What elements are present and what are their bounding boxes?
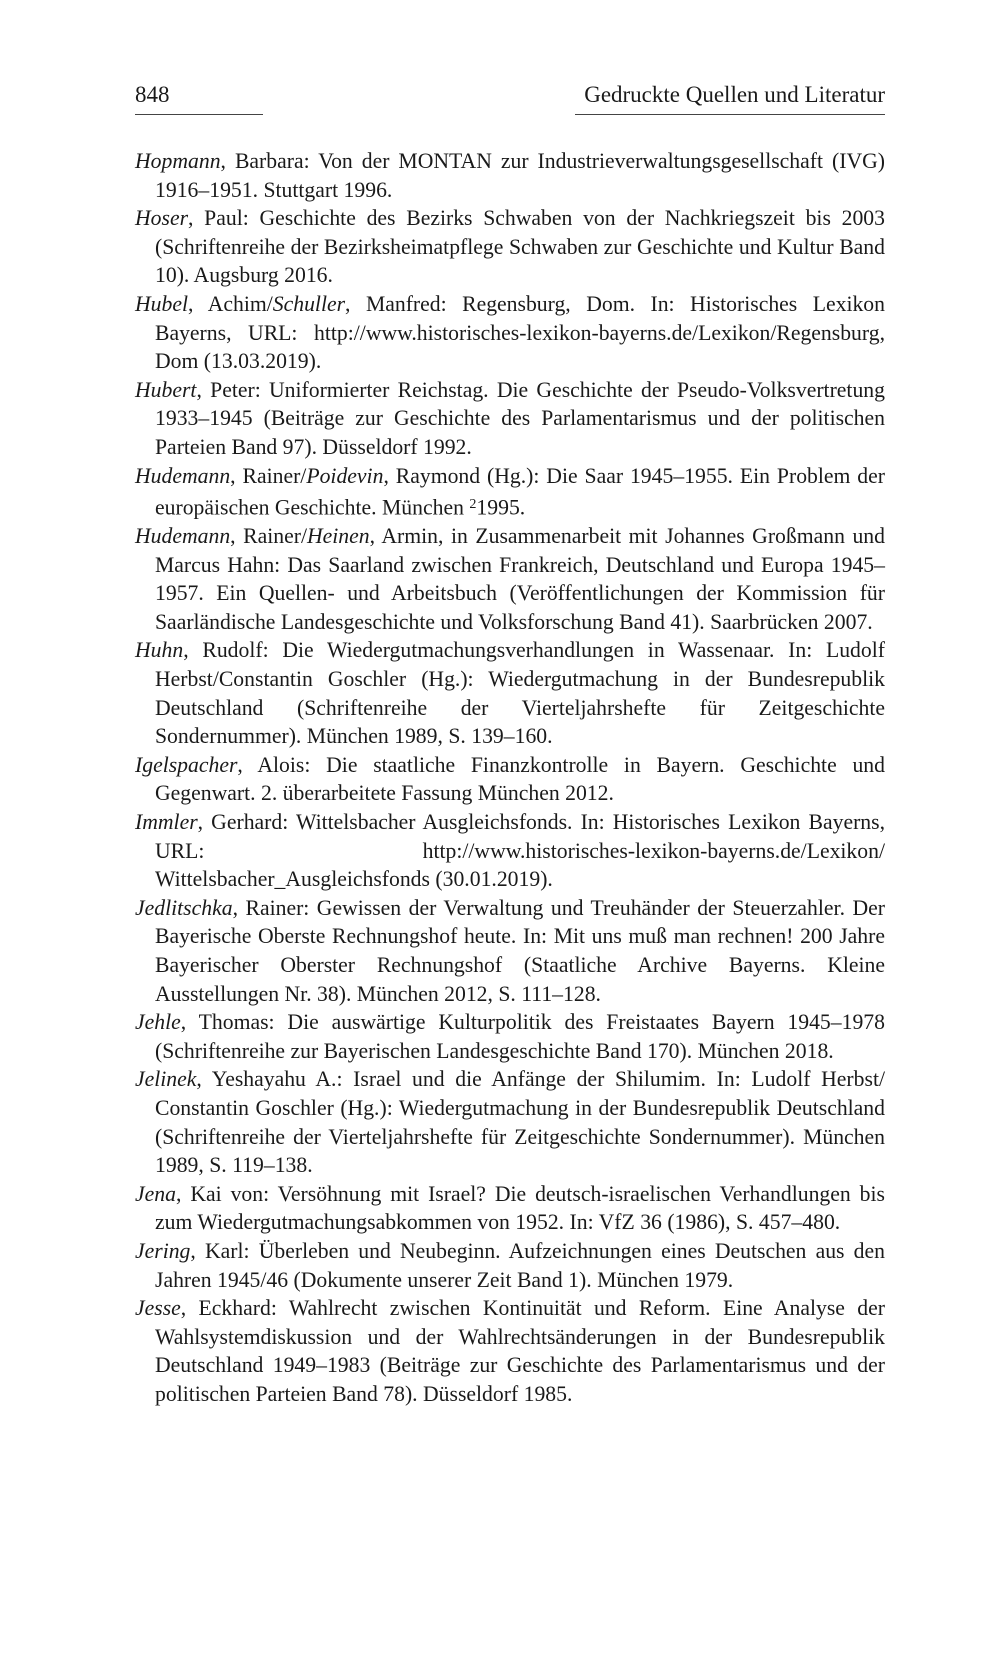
- entry-text: , Paul: Geschichte des Bezirks Schwaben von der Nachkriegszeit bis 2003 (Schriftenreihe der Bezirksheimatpflege Schwaben zur Geschichte und Kultur Band 10). Augsburg 2016.: [155, 206, 885, 288]
- entry-text: , Thomas: Die auswärtige Kulturpolitik des Freistaates Bayern 1945–1978 (Schriftenreihe zur Bayerischen Landesgeschichte Band 170). München 2018.: [155, 1010, 885, 1063]
- entry-text: , Kai von: Versöhnung mit Israel? Die deutsch-israelischen Verhandlungen bis zum Wiedergutmachungsabkommen von 1952. In: VfZ 36 (1986), S. 457–480.: [155, 1181, 885, 1235]
- bibliography-entry: [135, 1294, 885, 1408]
- entry-text: , Gerhard: Wittelsbacher Ausgleichsfonds. In: Historisches Lexikon Bayerns, URL: http://www.historisches-lexikon-bayerns.de/Lexikon/ Wittelsbacher_Ausgleichsfonds (30.01.2019).: [155, 810, 885, 892]
- entry-text: , Rainer: Gewissen der Verwaltung und Treuhänder der Steuerzahler. Der Bayerische Oberste Rechnungshof heute. In: Mit uns muß man rechnen! 200 Jahre Bayerischer Oberster Rechnungshof (Staatliche Archive Bayerns. Kleine Ausstellungen Nr. 38). München 2012, S. 111–128.: [155, 895, 885, 1006]
- bibliography-entry: [135, 522, 885, 636]
- entry-author: Hudemann: [135, 463, 231, 488]
- edition-superscript: 2: [469, 496, 477, 513]
- header-rule-right: [575, 114, 885, 115]
- entry-author: Jesse: [135, 1296, 181, 1321]
- bibliography-entry: [135, 376, 885, 462]
- bibliography-entry: [135, 894, 885, 1008]
- entry-author: Jena: [135, 1181, 176, 1206]
- entry-text: , Armin, in Zusammenarbeit mit Johannes Großmann und Marcus Hahn: Das Saarland zwischen Frankreich, Deutschland und Europa 1945–1957. Ein Quellen- und Arbeitsbuch (Veröffentlichungen der Kommission für Saarländische Landesgeschichte und Volksforschung Band 41). Saarbrücken 2007.: [155, 524, 885, 634]
- entry-author: Hubel: [135, 291, 189, 316]
- entry-author: Hoser: [135, 206, 189, 231]
- entry-text: , Barbara: Von der MONTAN zur Industrieverwaltungsgesellschaft (IVG) 1916–1951. Stuttgart 1996.: [155, 149, 885, 202]
- entry-coauthor: Heinen: [306, 524, 370, 549]
- bibliography-entry: [135, 204, 885, 290]
- entry-text: , Karl: Überleben und Neubeginn. Aufzeichnungen eines Deutschen aus den Jahren 1945/46 (Dokumente unserer Zeit Band 1). München 1979.: [155, 1238, 885, 1292]
- entry-text: , Alois: Die staatliche Finanzkontrolle in Bayern. Geschichte und Gegenwart. 2. überarbeitete Fassung München 2012.: [155, 752, 885, 806]
- bibliography-entry: [135, 1008, 885, 1065]
- entry-text: , Raymond (Hg.): Die Saar 1945–1955. Ein Problem der europäischen Geschichte. München: [155, 463, 885, 520]
- bibliography-entry: [135, 636, 885, 750]
- bibliography-list: [135, 147, 885, 1408]
- entry-author: Jelinek: [135, 1067, 197, 1092]
- header-rule-left: [135, 114, 263, 115]
- entry-text: , Manfred: Regensburg, Dom. In: Historisches Lexikon Bayerns, URL: http://www.historisches-lexikon-bayerns.de/Lexikon/Regensburg, Dom (13.03.2019).: [155, 291, 885, 374]
- running-head: Gedruckte Quellen und Literatur: [584, 82, 885, 107]
- entry-coauthor: Poidevin: [306, 463, 384, 488]
- bibliography-entry: [135, 751, 885, 808]
- entry-text: , Peter: Uniformierter Reichstag. Die Geschichte der Pseudo-Volksvertretung 1933–1945 (Beiträge zur Geschichte des Parlamentarismus und der politischen Parteien Band 97). Düsseldorf 1992.: [155, 377, 885, 459]
- entry-author: Hudemann: [135, 524, 231, 549]
- entry-author: Igelspacher: [135, 752, 238, 777]
- bibliography-entry: [135, 1237, 885, 1294]
- entry-text: , Yeshayahu A.: Israel und die Anfänge der Shilumim. In: Ludolf Herbst/ Constantin Goschler (Hg.): Wiedergutmachung in der Bundesrepublik Deutschland (Schriftenreihe der Vierteljahrshefte für Zeitgeschichte Sondernummer). München 1989, S. 119–138.: [155, 1067, 885, 1178]
- entry-text: , Rudolf: Die Wiedergutmachungsverhandlungen in Wassenaar. In: Ludolf Herbst/Constantin Goschler (Hg.): Wiedergutmachung in der Bundesrepublik Deutschland (Schriftenreihe der Vierteljahrshefte für Zeitgeschichte Sondernummer). München 1989, S. 139–160.: [155, 638, 885, 749]
- entry-author: Jedlitschka: [135, 895, 233, 920]
- bibliography-entry: [135, 462, 885, 523]
- bibliography-entry: [135, 1065, 885, 1179]
- entry-coauthor: Schuller: [272, 291, 346, 316]
- entry-author: Jering: [135, 1238, 191, 1263]
- entry-text: , Achim/: [188, 291, 273, 316]
- bibliography-entry: [135, 147, 885, 204]
- bibliography-entry: [135, 290, 885, 376]
- entry-author: Hopmann: [135, 149, 221, 173]
- entry-text: 1995.: [476, 495, 526, 520]
- bibliography-entry: [135, 1180, 885, 1237]
- entry-author: Hubert: [135, 377, 197, 402]
- entry-text: , Rainer/: [230, 524, 307, 549]
- entry-text: , Eckhard: Wahlrecht zwischen Kontinuität und Reform. Eine Analyse der Wahlsystemdiskussion und der Wahlrechtsänderungen in der Bundesrepublik Deutschland 1949–1983 (Beiträge zur Geschichte des Parlamentarismus und der politischen Parteien Band 78). Düsseldorf 1985.: [155, 1296, 885, 1406]
- entry-author: Immler: [135, 810, 198, 834]
- bibliography-entry: [135, 808, 885, 894]
- entry-author: Jehle: [135, 1010, 181, 1035]
- entry-author: Huhn: [135, 638, 184, 663]
- page-number: 848: [135, 82, 170, 107]
- entry-text: , Rainer/: [230, 463, 307, 488]
- page-header: [135, 80, 885, 114]
